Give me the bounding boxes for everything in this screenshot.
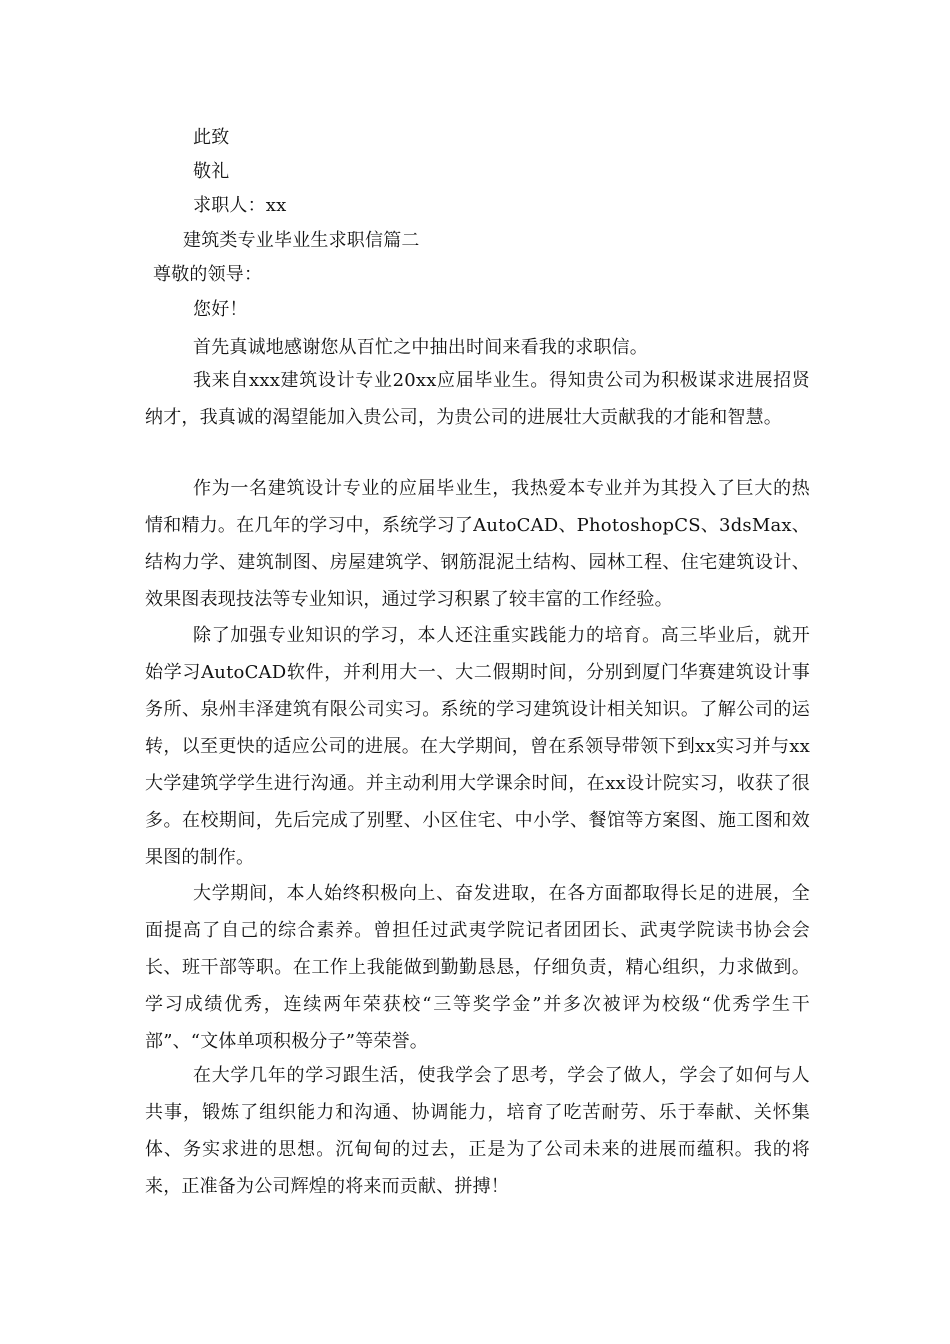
salutation: 尊敬的领导： xyxy=(153,264,263,285)
paragraph-6: 在大学几年的学习跟生活，使我学会了思考，学会了做人，学会了如何与人共事，锻炼了组织能力和沟通、协调能力，培育了吃苦耐劳、乐于奉献、关怀集体、务实求进的思想。沉甸甸的过去，正是为了公司未来的进展而蕴积。我的将来，正准备为公司辉煌的将来而贡献、拼搏！ xyxy=(145,1065,810,1197)
greeting: 您好！ xyxy=(193,299,248,320)
paragraph-3: 作为一名建筑设计专业的应届毕业生，我热爱本专业并为其投入了巨大的热情和精力。在几年的学习中，系统学习了AutoCAD、PhotoshopCS、3dsMax、结构力学、建筑制图、房屋建筑学、钢筋混泥土结构、园林工程、住宅建筑设计、效果图表现技法等专业知识，通过学习积累了较丰富的工作经验。 xyxy=(145,478,810,610)
paragraph-5: 大学期间，本人始终积极向上、奋发进取，在各方面都取得长足的进展，全面提高了自己的综合素养。曾担任过武夷学院记者团团长、武夷学院读书协会会长、班干部等职。在工作上我能做到勤勤恳恳，仔细负责，精心组织，力求做到。学习成绩优秀，连续两年荣获校“三等奖学金”并多次被评为校级“优秀学生干部”、“文体单项积极分子”等荣誉。 xyxy=(145,883,810,1052)
letter-title: 建筑类专业毕业生求职信篇二 xyxy=(183,230,420,251)
closing-line-1: 此致 xyxy=(193,127,230,148)
paragraph-2: 我来自xxx建筑设计专业20xx应届毕业生。得知贵公司为积极谋求进展招贤纳才，我真诚的渴望能加入贵公司，为贵公司的进展壮大贡献我的才能和智慧。 xyxy=(145,370,810,428)
paragraph-1: 首先真诚地感谢您从百忙之中抽出时间来看我的求职信。 xyxy=(193,337,648,358)
closing-line-2: 敬礼 xyxy=(193,161,230,182)
paragraph-4: 除了加强专业知识的学习，本人还注重实践能力的培育。高三毕业后，就开始学习AutoCAD软件，并利用大一、大二假期时间，分别到厦门华赛建筑设计事务所、泉州丰泽建筑有限公司实习。系统的学习建筑设计相关知识。了解公司的运转，以至更快的适应公司的进展。在大学期间，曾在系领导带领下到xx实习并与xx大学建筑学学生进行沟通。并主动利用大学课余时间，在xx设计院实习，收获了很多。在校期间，先后完成了别墅、小区住宅、中小学、餐馆等方案图、施工图和效果图的制作。 xyxy=(145,625,810,868)
signature-line: 求职人：xx xyxy=(193,195,287,216)
